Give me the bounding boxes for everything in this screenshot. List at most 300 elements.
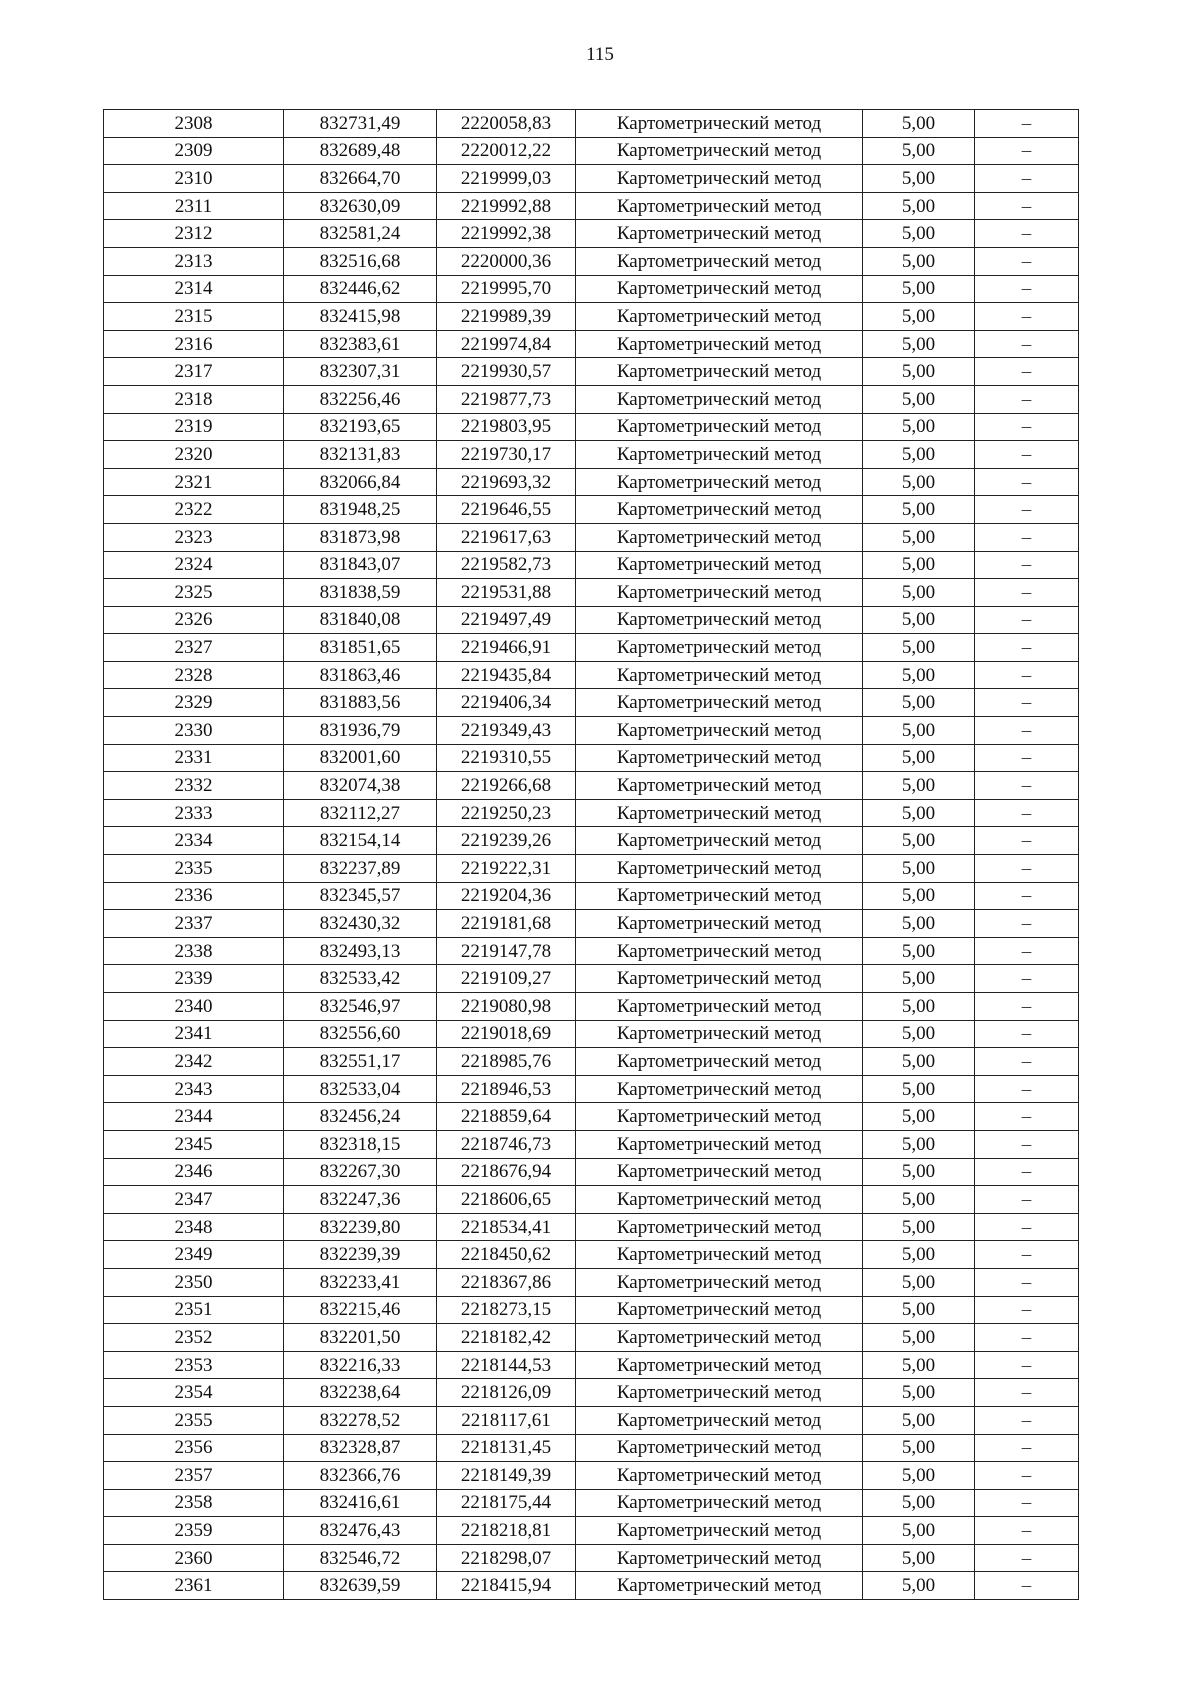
method-cell: Картометрический метод (576, 496, 863, 524)
accuracy-cell: 5,00 (863, 551, 975, 579)
x-coordinate-cell: 832546,72 (284, 1544, 437, 1572)
y-coordinate-cell: 2219992,38 (437, 220, 576, 248)
table-row (104, 468, 1079, 496)
accuracy-cell: 5,00 (863, 275, 975, 303)
point-number-cell: 2319 (104, 413, 284, 441)
note-cell: – (975, 551, 1079, 579)
method-cell: Картометрический метод (576, 1517, 863, 1545)
table-row (104, 165, 1079, 193)
y-coordinate-cell: 2219582,73 (437, 551, 576, 579)
accuracy-cell: 5,00 (863, 993, 975, 1021)
y-coordinate-cell: 2218676,94 (437, 1158, 576, 1186)
method-cell: Картометрический метод (576, 551, 863, 579)
note-cell: – (975, 1241, 1079, 1269)
method-cell: Картометрический метод (576, 137, 863, 165)
point-number-cell: 2315 (104, 303, 284, 331)
note-cell: – (975, 1075, 1079, 1103)
method-cell: Картометрический метод (576, 1462, 863, 1490)
table-row (104, 1241, 1079, 1269)
method-cell: Картометрический метод (576, 1268, 863, 1296)
method-cell: Картометрический метод (576, 523, 863, 551)
method-cell: Картометрический метод (576, 799, 863, 827)
accuracy-cell: 5,00 (863, 1544, 975, 1572)
coordinates-table-body (104, 110, 1079, 1600)
accuracy-cell: 5,00 (863, 1075, 975, 1103)
method-cell: Картометрический метод (576, 910, 863, 938)
y-coordinate-cell: 2218131,45 (437, 1434, 576, 1462)
accuracy-cell: 5,00 (863, 1186, 975, 1214)
note-cell: – (975, 661, 1079, 689)
point-number-cell: 2316 (104, 330, 284, 358)
point-number-cell: 2330 (104, 717, 284, 745)
accuracy-cell: 5,00 (863, 413, 975, 441)
method-cell: Картометрический метод (576, 1186, 863, 1214)
note-cell: – (975, 1130, 1079, 1158)
table-row (104, 1572, 1079, 1600)
note-cell: – (975, 110, 1079, 138)
x-coordinate-cell: 832307,31 (284, 358, 437, 386)
note-cell: – (975, 993, 1079, 1021)
method-cell: Картометрический метод (576, 1379, 863, 1407)
table-row (104, 910, 1079, 938)
table-row (104, 496, 1079, 524)
point-number-cell: 2352 (104, 1324, 284, 1352)
method-cell: Картометрический метод (576, 1324, 863, 1352)
note-cell: – (975, 1462, 1079, 1490)
y-coordinate-cell: 2219497,49 (437, 606, 576, 634)
accuracy-cell: 5,00 (863, 1048, 975, 1076)
method-cell: Картометрический метод (576, 1158, 863, 1186)
accuracy-cell: 5,00 (863, 220, 975, 248)
note-cell: – (975, 1517, 1079, 1545)
method-cell: Картометрический метод (576, 1544, 863, 1572)
accuracy-cell: 5,00 (863, 1434, 975, 1462)
y-coordinate-cell: 2218149,39 (437, 1462, 576, 1490)
y-coordinate-cell: 2218218,81 (437, 1517, 576, 1545)
x-coordinate-cell: 832001,60 (284, 744, 437, 772)
method-cell: Картометрический метод (576, 1241, 863, 1269)
table-row (104, 634, 1079, 662)
y-coordinate-cell: 2219435,84 (437, 661, 576, 689)
point-number-cell: 2336 (104, 882, 284, 910)
method-cell: Картометрический метод (576, 110, 863, 138)
note-cell: – (975, 303, 1079, 331)
method-cell: Картометрический метод (576, 1434, 863, 1462)
point-number-cell: 2324 (104, 551, 284, 579)
table-row (104, 413, 1079, 441)
point-number-cell: 2309 (104, 137, 284, 165)
x-coordinate-cell: 832066,84 (284, 468, 437, 496)
x-coordinate-cell: 832556,60 (284, 1020, 437, 1048)
method-cell: Картометрический метод (576, 1130, 863, 1158)
point-number-cell: 2312 (104, 220, 284, 248)
accuracy-cell: 5,00 (863, 468, 975, 496)
method-cell: Картометрический метод (576, 579, 863, 607)
point-number-cell: 2356 (104, 1434, 284, 1462)
y-coordinate-cell: 2218859,64 (437, 1103, 576, 1131)
point-number-cell: 2325 (104, 579, 284, 607)
x-coordinate-cell: 832216,33 (284, 1351, 437, 1379)
accuracy-cell: 5,00 (863, 606, 975, 634)
point-number-cell: 2348 (104, 1213, 284, 1241)
note-cell: – (975, 441, 1079, 469)
note-cell: – (975, 1489, 1079, 1517)
note-cell: – (975, 1158, 1079, 1186)
accuracy-cell: 5,00 (863, 110, 975, 138)
y-coordinate-cell: 2220000,36 (437, 247, 576, 275)
x-coordinate-cell: 832345,57 (284, 882, 437, 910)
x-coordinate-cell: 831840,08 (284, 606, 437, 634)
note-cell: – (975, 1048, 1079, 1076)
note-cell: – (975, 717, 1079, 745)
x-coordinate-cell: 831851,65 (284, 634, 437, 662)
point-number-cell: 2320 (104, 441, 284, 469)
x-coordinate-cell: 832664,70 (284, 165, 437, 193)
point-number-cell: 2322 (104, 496, 284, 524)
accuracy-cell: 5,00 (863, 827, 975, 855)
y-coordinate-cell: 2219730,17 (437, 441, 576, 469)
y-coordinate-cell: 2219531,88 (437, 579, 576, 607)
method-cell: Картометрический метод (576, 606, 863, 634)
point-number-cell: 2332 (104, 772, 284, 800)
y-coordinate-cell: 2219349,43 (437, 717, 576, 745)
point-number-cell: 2341 (104, 1020, 284, 1048)
x-coordinate-cell: 832533,42 (284, 965, 437, 993)
x-coordinate-cell: 832233,41 (284, 1268, 437, 1296)
table-row (104, 717, 1079, 745)
table-row (104, 993, 1079, 1021)
note-cell: – (975, 523, 1079, 551)
x-coordinate-cell: 832193,65 (284, 413, 437, 441)
point-number-cell: 2345 (104, 1130, 284, 1158)
table-row (104, 689, 1079, 717)
note-cell: – (975, 1572, 1079, 1600)
method-cell: Картометрический метод (576, 192, 863, 220)
x-coordinate-cell: 832215,46 (284, 1296, 437, 1324)
note-cell: – (975, 1324, 1079, 1352)
point-number-cell: 2340 (104, 993, 284, 1021)
x-coordinate-cell: 831873,98 (284, 523, 437, 551)
y-coordinate-cell: 2219018,69 (437, 1020, 576, 1048)
table-row (104, 1462, 1079, 1490)
table-row (104, 1517, 1079, 1545)
point-number-cell: 2361 (104, 1572, 284, 1600)
note-cell: – (975, 137, 1079, 165)
method-cell: Картометрический метод (576, 330, 863, 358)
x-coordinate-cell: 832533,04 (284, 1075, 437, 1103)
point-number-cell: 2317 (104, 358, 284, 386)
accuracy-cell: 5,00 (863, 1351, 975, 1379)
note-cell: – (975, 247, 1079, 275)
method-cell: Картометрический метод (576, 882, 863, 910)
accuracy-cell: 5,00 (863, 965, 975, 993)
note-cell: – (975, 965, 1079, 993)
point-number-cell: 2339 (104, 965, 284, 993)
y-coordinate-cell: 2218298,07 (437, 1544, 576, 1572)
point-number-cell: 2314 (104, 275, 284, 303)
table-row (104, 799, 1079, 827)
table-row (104, 523, 1079, 551)
note-cell: – (975, 606, 1079, 634)
method-cell: Картометрический метод (576, 1296, 863, 1324)
method-cell: Картометрический метод (576, 1048, 863, 1076)
method-cell: Картометрический метод (576, 717, 863, 745)
note-cell: – (975, 689, 1079, 717)
accuracy-cell: 5,00 (863, 1406, 975, 1434)
method-cell: Картометрический метод (576, 275, 863, 303)
point-number-cell: 2313 (104, 247, 284, 275)
method-cell: Картометрический метод (576, 1020, 863, 1048)
point-number-cell: 2308 (104, 110, 284, 138)
table-row (104, 1158, 1079, 1186)
y-coordinate-cell: 2218985,76 (437, 1048, 576, 1076)
note-cell: – (975, 1103, 1079, 1131)
method-cell: Картометрический метод (576, 220, 863, 248)
y-coordinate-cell: 2219693,32 (437, 468, 576, 496)
method-cell: Картометрический метод (576, 744, 863, 772)
x-coordinate-cell: 832154,14 (284, 827, 437, 855)
table-row (104, 358, 1079, 386)
x-coordinate-cell: 832256,46 (284, 385, 437, 413)
page-number: 115 (586, 44, 614, 65)
point-number-cell: 2327 (104, 634, 284, 662)
table-row (104, 1434, 1079, 1462)
point-number-cell: 2354 (104, 1379, 284, 1407)
y-coordinate-cell: 2219995,70 (437, 275, 576, 303)
x-coordinate-cell: 831863,46 (284, 661, 437, 689)
table-row (104, 772, 1079, 800)
table-row (104, 1130, 1079, 1158)
accuracy-cell: 5,00 (863, 247, 975, 275)
accuracy-cell: 5,00 (863, 855, 975, 883)
x-coordinate-cell: 832112,27 (284, 799, 437, 827)
point-number-cell: 2344 (104, 1103, 284, 1131)
table-row (104, 1406, 1079, 1434)
accuracy-cell: 5,00 (863, 303, 975, 331)
x-coordinate-cell: 832328,87 (284, 1434, 437, 1462)
y-coordinate-cell: 2219877,73 (437, 385, 576, 413)
accuracy-cell: 5,00 (863, 358, 975, 386)
point-number-cell: 2333 (104, 799, 284, 827)
accuracy-cell: 5,00 (863, 910, 975, 938)
method-cell: Картометрический метод (576, 358, 863, 386)
point-number-cell: 2342 (104, 1048, 284, 1076)
y-coordinate-cell: 2218746,73 (437, 1130, 576, 1158)
table-row (104, 965, 1079, 993)
accuracy-cell: 5,00 (863, 1158, 975, 1186)
table-row (104, 1544, 1079, 1572)
note-cell: – (975, 744, 1079, 772)
table-row (104, 330, 1079, 358)
method-cell: Картометрический метод (576, 855, 863, 883)
method-cell: Картометрический метод (576, 827, 863, 855)
method-cell: Картометрический метод (576, 772, 863, 800)
accuracy-cell: 5,00 (863, 330, 975, 358)
method-cell: Картометрический метод (576, 661, 863, 689)
table-row (104, 1296, 1079, 1324)
x-coordinate-cell: 832551,17 (284, 1048, 437, 1076)
point-number-cell: 2310 (104, 165, 284, 193)
table-row (104, 1186, 1079, 1214)
x-coordinate-cell: 832131,83 (284, 441, 437, 469)
x-coordinate-cell: 832731,49 (284, 110, 437, 138)
x-coordinate-cell: 832201,50 (284, 1324, 437, 1352)
accuracy-cell: 5,00 (863, 1296, 975, 1324)
method-cell: Картометрический метод (576, 247, 863, 275)
x-coordinate-cell: 832238,64 (284, 1379, 437, 1407)
y-coordinate-cell: 2219181,68 (437, 910, 576, 938)
x-coordinate-cell: 831948,25 (284, 496, 437, 524)
y-coordinate-cell: 2219989,39 (437, 303, 576, 331)
accuracy-cell: 5,00 (863, 523, 975, 551)
note-cell: – (975, 220, 1079, 248)
accuracy-cell: 5,00 (863, 717, 975, 745)
method-cell: Картометрический метод (576, 303, 863, 331)
point-number-cell: 2326 (104, 606, 284, 634)
table-row (104, 661, 1079, 689)
x-coordinate-cell: 832247,36 (284, 1186, 437, 1214)
y-coordinate-cell: 2218182,42 (437, 1324, 576, 1352)
accuracy-cell: 5,00 (863, 1324, 975, 1352)
x-coordinate-cell: 832516,68 (284, 247, 437, 275)
table-row (104, 937, 1079, 965)
accuracy-cell: 5,00 (863, 689, 975, 717)
point-number-cell: 2360 (104, 1544, 284, 1572)
method-cell: Картометрический метод (576, 1489, 863, 1517)
accuracy-cell: 5,00 (863, 1572, 975, 1600)
point-number-cell: 2337 (104, 910, 284, 938)
coordinates-table (103, 109, 1079, 1600)
point-number-cell: 2334 (104, 827, 284, 855)
table-row (104, 441, 1079, 469)
accuracy-cell: 5,00 (863, 1517, 975, 1545)
point-number-cell: 2328 (104, 661, 284, 689)
accuracy-cell: 5,00 (863, 1268, 975, 1296)
point-number-cell: 2349 (104, 1241, 284, 1269)
y-coordinate-cell: 2219080,98 (437, 993, 576, 1021)
y-coordinate-cell: 2219239,26 (437, 827, 576, 855)
table-row (104, 606, 1079, 634)
x-coordinate-cell: 831883,56 (284, 689, 437, 717)
x-coordinate-cell: 832383,61 (284, 330, 437, 358)
x-coordinate-cell: 831843,07 (284, 551, 437, 579)
accuracy-cell: 5,00 (863, 1130, 975, 1158)
point-number-cell: 2358 (104, 1489, 284, 1517)
note-cell: – (975, 1213, 1079, 1241)
point-number-cell: 2343 (104, 1075, 284, 1103)
note-cell: – (975, 772, 1079, 800)
y-coordinate-cell: 2219930,57 (437, 358, 576, 386)
point-number-cell: 2346 (104, 1158, 284, 1186)
note-cell: – (975, 910, 1079, 938)
x-coordinate-cell: 832581,24 (284, 220, 437, 248)
point-number-cell: 2355 (104, 1406, 284, 1434)
table-row (104, 1213, 1079, 1241)
table-row (104, 192, 1079, 220)
y-coordinate-cell: 2218273,15 (437, 1296, 576, 1324)
table-row (104, 275, 1079, 303)
method-cell: Картометрический метод (576, 413, 863, 441)
accuracy-cell: 5,00 (863, 1379, 975, 1407)
note-cell: – (975, 413, 1079, 441)
x-coordinate-cell: 832318,15 (284, 1130, 437, 1158)
x-coordinate-cell: 832267,30 (284, 1158, 437, 1186)
accuracy-cell: 5,00 (863, 1020, 975, 1048)
y-coordinate-cell: 2219109,27 (437, 965, 576, 993)
note-cell: – (975, 799, 1079, 827)
table-row (104, 220, 1079, 248)
y-coordinate-cell: 2218415,94 (437, 1572, 576, 1600)
y-coordinate-cell: 2219999,03 (437, 165, 576, 193)
method-cell: Картометрический метод (576, 1351, 863, 1379)
table-row (104, 855, 1079, 883)
y-coordinate-cell: 2218534,41 (437, 1213, 576, 1241)
note-cell: – (975, 1544, 1079, 1572)
note-cell: – (975, 165, 1079, 193)
y-coordinate-cell: 2220012,22 (437, 137, 576, 165)
accuracy-cell: 5,00 (863, 441, 975, 469)
note-cell: – (975, 1406, 1079, 1434)
point-number-cell: 2347 (104, 1186, 284, 1214)
method-cell: Картометрический метод (576, 385, 863, 413)
note-cell: – (975, 579, 1079, 607)
note-cell: – (975, 1434, 1079, 1462)
point-number-cell: 2359 (104, 1517, 284, 1545)
note-cell: – (975, 1186, 1079, 1214)
x-coordinate-cell: 832415,98 (284, 303, 437, 331)
accuracy-cell: 5,00 (863, 385, 975, 413)
y-coordinate-cell: 2220058,83 (437, 110, 576, 138)
y-coordinate-cell: 2218946,53 (437, 1075, 576, 1103)
method-cell: Картометрический метод (576, 993, 863, 1021)
accuracy-cell: 5,00 (863, 772, 975, 800)
y-coordinate-cell: 2219147,78 (437, 937, 576, 965)
table-row (104, 247, 1079, 275)
note-cell: – (975, 855, 1079, 883)
point-number-cell: 2351 (104, 1296, 284, 1324)
accuracy-cell: 5,00 (863, 496, 975, 524)
y-coordinate-cell: 2218126,09 (437, 1379, 576, 1407)
table-row (104, 137, 1079, 165)
note-cell: – (975, 192, 1079, 220)
table-row (104, 1379, 1079, 1407)
accuracy-cell: 5,00 (863, 1462, 975, 1490)
table-row (104, 827, 1079, 855)
point-number-cell: 2353 (104, 1351, 284, 1379)
note-cell: – (975, 827, 1079, 855)
x-coordinate-cell: 832239,80 (284, 1213, 437, 1241)
point-number-cell: 2311 (104, 192, 284, 220)
note-cell: – (975, 634, 1079, 662)
table-row (104, 1351, 1079, 1379)
note-cell: – (975, 385, 1079, 413)
y-coordinate-cell: 2218606,65 (437, 1186, 576, 1214)
x-coordinate-cell: 832546,97 (284, 993, 437, 1021)
y-coordinate-cell: 2219992,88 (437, 192, 576, 220)
table-row (104, 1020, 1079, 1048)
y-coordinate-cell: 2218117,61 (437, 1406, 576, 1434)
x-coordinate-cell: 832630,09 (284, 192, 437, 220)
y-coordinate-cell: 2218450,62 (437, 1241, 576, 1269)
y-coordinate-cell: 2218175,44 (437, 1489, 576, 1517)
y-coordinate-cell: 2219266,68 (437, 772, 576, 800)
accuracy-cell: 5,00 (863, 137, 975, 165)
x-coordinate-cell: 832476,43 (284, 1517, 437, 1545)
table-row (104, 385, 1079, 413)
table-row (104, 303, 1079, 331)
x-coordinate-cell: 832237,89 (284, 855, 437, 883)
y-coordinate-cell: 2218367,86 (437, 1268, 576, 1296)
